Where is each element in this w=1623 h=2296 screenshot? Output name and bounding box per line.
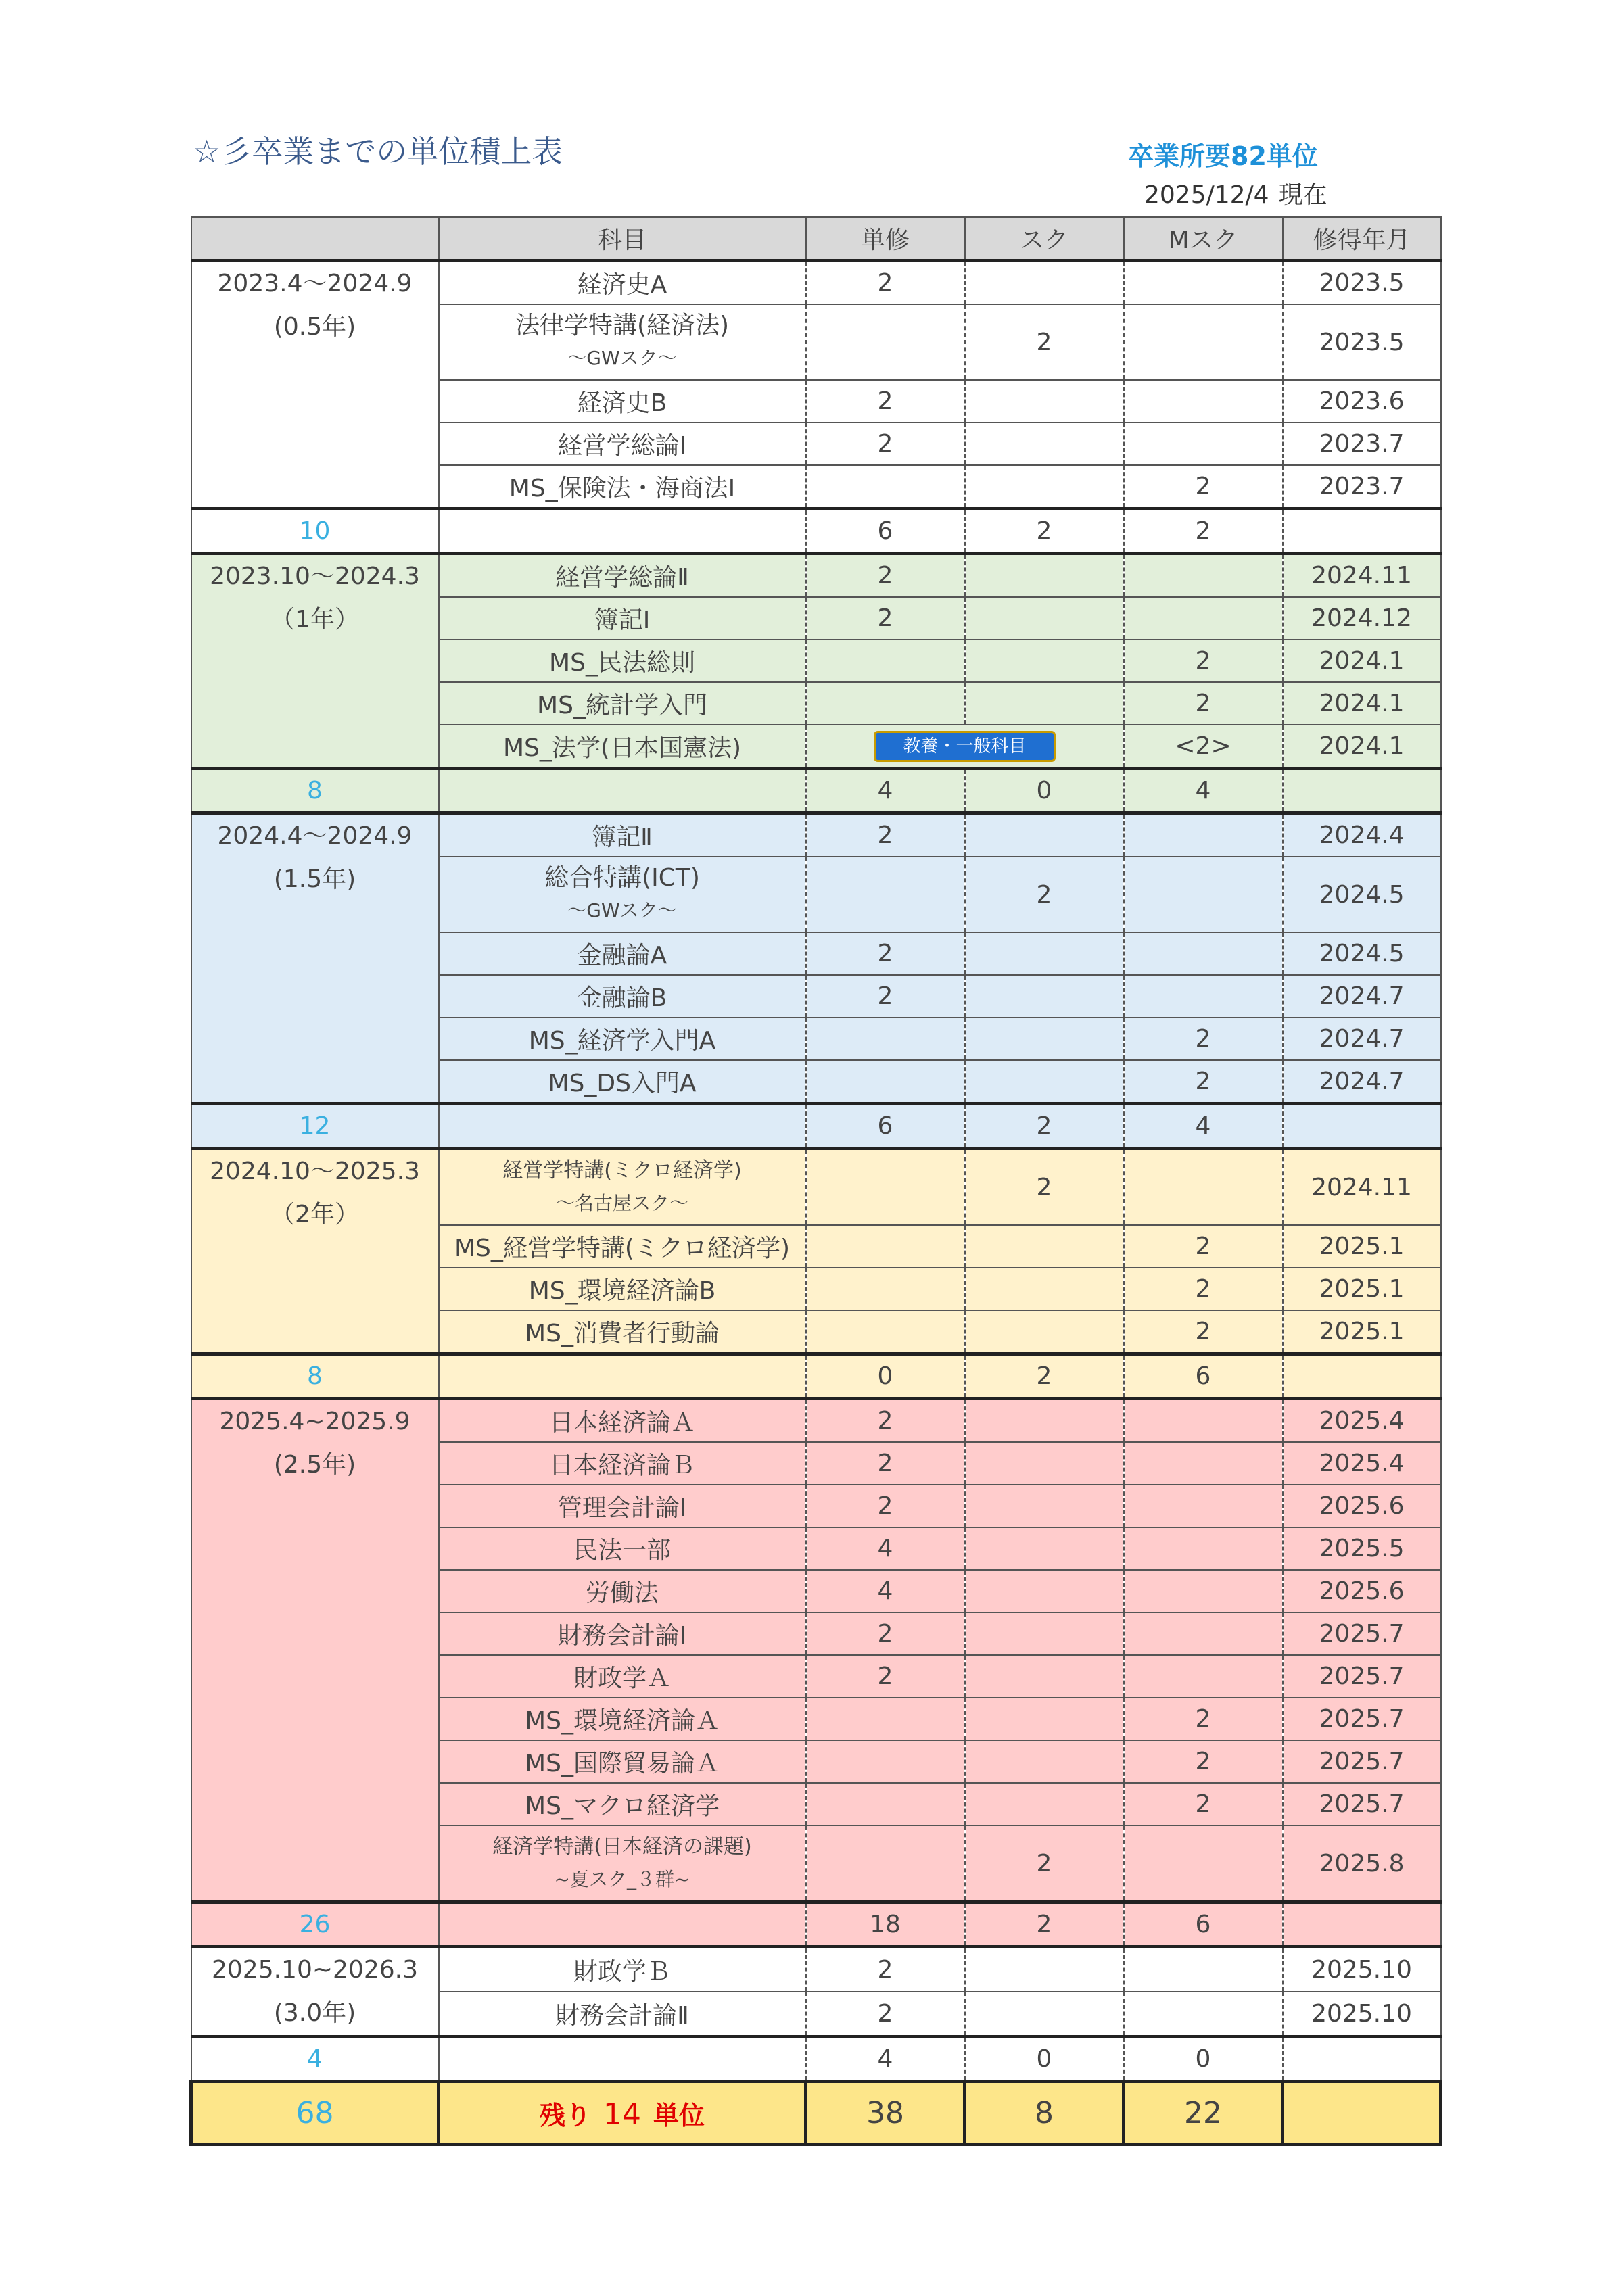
subtotal-msuku: 2: [1124, 509, 1283, 554]
tanshu-cell: 2: [806, 1442, 965, 1485]
subject-cell: 日本経済論Ｂ: [439, 1442, 806, 1485]
subtotal-msuku: 4: [1124, 1104, 1283, 1149]
period-subtotal-row: [191, 769, 1441, 813]
date-cell: 2023.5: [1283, 261, 1441, 305]
suku-cell: [965, 1570, 1124, 1612]
suku-cell: [965, 597, 1124, 640]
tanshu-cell: 2: [806, 1612, 965, 1655]
subject-row: [191, 554, 1441, 598]
subtotal-blank: [439, 1903, 806, 1947]
subject-cell: 財政学Ｂ: [439, 1947, 806, 1992]
header-cell-date: 修得年月: [1283, 217, 1441, 261]
subtotal-blank: [439, 2037, 806, 2082]
msuku-cell: 2: [1124, 1783, 1283, 1825]
tanshu-cell: 2: [806, 975, 965, 1018]
subject-cell: 経営学総論Ⅱ: [439, 554, 806, 598]
category-tag: 教養・一般科目: [874, 731, 1055, 762]
total-msuku: 22: [1124, 2082, 1283, 2145]
date-cell: 2025.7: [1283, 1655, 1441, 1698]
tanshu-cell: 2: [806, 1399, 965, 1443]
subject-cell: MS_法学(日本国憲法): [439, 725, 806, 769]
subject-cell: 経済史A: [439, 261, 806, 305]
period-range: 2023.4～2024.9: [217, 270, 413, 297]
tanshu-cell: [806, 1825, 965, 1903]
subject-cell: 金融論A: [439, 932, 806, 975]
header-cell-msuku: Mスク: [1124, 217, 1283, 261]
subject-cell: MS_国際貿易論Ａ: [439, 1740, 806, 1783]
date-cell: 2024.1: [1283, 725, 1441, 769]
suku-cell: [965, 1018, 1124, 1060]
header-cell-period: [191, 217, 439, 261]
suku-cell: [965, 1485, 1124, 1527]
subject-with-note: [442, 862, 803, 927]
subject-cell: MS_経営学特講(ミクロ経済学): [439, 1225, 806, 1268]
suku-cell: [965, 261, 1124, 305]
period-range: 2023.10～2024.3: [210, 563, 420, 590]
subtotal-suku: 2: [965, 509, 1124, 554]
tanshu-cell: [806, 640, 965, 682]
subtotal-blank: [1283, 769, 1441, 813]
suku-cell: [965, 380, 1124, 423]
total-blank: [1283, 2082, 1441, 2145]
subject-cell: [439, 1149, 806, 1226]
period-year: (3.0年): [273, 1999, 356, 2027]
msuku-cell: [1124, 597, 1283, 640]
msuku-cell: [1124, 1399, 1283, 1443]
date-cell: 2024.4: [1283, 813, 1441, 857]
msuku-cell: 2: [1124, 1740, 1283, 1783]
schooling-note: ～GWスク～: [567, 899, 677, 922]
subtotal-blank: [1283, 1104, 1441, 1149]
tanshu-cell: 2: [806, 932, 965, 975]
subtotal-msuku: 4: [1124, 769, 1283, 813]
date-cell: 2024.11: [1283, 554, 1441, 598]
subtotal-tanshu: 18: [806, 1903, 965, 1947]
period-cell: [191, 554, 439, 769]
msuku-cell: [1124, 1149, 1283, 1226]
date-cell: 2025.7: [1283, 1698, 1441, 1740]
suku-cell: [965, 1947, 1124, 1992]
suku-cell: 2: [965, 857, 1124, 932]
suku-cell: [965, 1992, 1124, 2037]
msuku-cell: 2: [1124, 465, 1283, 509]
subtotal-tanshu: 0: [806, 1354, 965, 1399]
subject-row: [191, 1399, 1441, 1443]
tanshu-cell: [806, 1149, 965, 1226]
suku-cell: [965, 1527, 1124, 1570]
date-cell: 2025.1: [1283, 1225, 1441, 1268]
msuku-cell: [1124, 1825, 1283, 1903]
date-cell: 2025.10: [1283, 1947, 1441, 1992]
msuku-cell: [1124, 423, 1283, 465]
date-cell: 2025.1: [1283, 1268, 1441, 1310]
msuku-cell: 2: [1124, 1268, 1283, 1310]
date-cell: 2025.8: [1283, 1825, 1441, 1903]
subject-name: 経済学特講(日本経済の課題): [492, 1835, 752, 1859]
subject-cell: 管理会計論Ⅰ: [439, 1485, 806, 1527]
subject-row: [191, 813, 1441, 857]
period-range: 2024.10～2025.3: [210, 1157, 420, 1185]
grand-total-row: [191, 2082, 1441, 2145]
period-year: (0.5年): [273, 313, 356, 341]
subject-cell: 金融論B: [439, 975, 806, 1018]
msuku-cell: 2: [1124, 1225, 1283, 1268]
tanshu-cell: 4: [806, 1527, 965, 1570]
date-cell: 2024.7: [1283, 1060, 1441, 1104]
subject-cell: MS_民法総則: [439, 640, 806, 682]
tanshu-cell: [806, 1740, 965, 1783]
msuku-cell: [1124, 554, 1283, 598]
date-cell: 2023.5: [1283, 304, 1441, 380]
subject-cell: 日本経済論Ａ: [439, 1399, 806, 1443]
remaining-number: 14: [603, 2097, 641, 2132]
subtotal-blank: [1283, 2037, 1441, 2082]
tanshu-cell: [806, 1018, 965, 1060]
subtotal-tanshu: 4: [806, 2037, 965, 2082]
header-cell-suku: スク: [965, 217, 1124, 261]
tanshu-cell: [806, 1225, 965, 1268]
subject-cell: MS_環境経済論Ａ: [439, 1698, 806, 1740]
subject-cell: [439, 1825, 806, 1903]
subject-cell: 簿記Ⅰ: [439, 597, 806, 640]
msuku-cell: [1124, 380, 1283, 423]
subject-cell: 簿記Ⅱ: [439, 813, 806, 857]
date-cell: 2025.4: [1283, 1442, 1441, 1485]
suku-cell: [965, 1310, 1124, 1354]
subtotal-msuku: 0: [1124, 2037, 1283, 2082]
date-cell: 2025.6: [1283, 1485, 1441, 1527]
tanshu-cell: 2: [806, 1947, 965, 1992]
page-title: ☆彡卒業までの単位積上表: [193, 133, 563, 170]
suku-cell: 2: [965, 304, 1124, 380]
date-cell: 2024.1: [1283, 640, 1441, 682]
msuku-cell: [1124, 813, 1283, 857]
header-cell-tanshu: 単修: [806, 217, 965, 261]
period-range: 2025.10~2026.3: [212, 1956, 418, 1984]
subject-cell: MS_環境経済論B: [439, 1268, 806, 1310]
msuku-cell: [1124, 1655, 1283, 1698]
subject-cell: [439, 304, 806, 380]
msuku-cell: 2: [1124, 640, 1283, 682]
msuku-cell: <2>: [1124, 725, 1283, 769]
date-cell: 2025.4: [1283, 1399, 1441, 1443]
suku-cell: [965, 975, 1124, 1018]
msuku-cell: 2: [1124, 682, 1283, 725]
subtotal-blank: [439, 509, 806, 554]
subtotal-blank: [439, 1354, 806, 1399]
subject-cell: MS_消費者行動論: [439, 1310, 806, 1354]
period-subtotal-row: [191, 1354, 1441, 1399]
date-cell: 2024.5: [1283, 857, 1441, 932]
suku-cell: 2: [965, 1825, 1124, 1903]
tanshu-cell: 2: [806, 1655, 965, 1698]
subtotal-msuku: 6: [1124, 1354, 1283, 1399]
subject-cell: MS_経済学入門A: [439, 1018, 806, 1060]
subject-cell: 経済史B: [439, 380, 806, 423]
date-cell: 2023.7: [1283, 465, 1441, 509]
suku-cell: [965, 423, 1124, 465]
suku-cell: [965, 1612, 1124, 1655]
graduation-requirement: 卒業所要82単位: [1128, 141, 1318, 171]
tanshu-cell: 2: [806, 813, 965, 857]
subject-cell: MS_保険法・海商法Ⅰ: [439, 465, 806, 509]
subtotal-suku: 2: [965, 1354, 1124, 1399]
msuku-cell: 2: [1124, 1018, 1283, 1060]
suku-cell: [965, 1783, 1124, 1825]
tanshu-cell: [806, 1060, 965, 1104]
date-cell: 2025.6: [1283, 1570, 1441, 1612]
suku-cell: [965, 1442, 1124, 1485]
period-range: 2024.4～2024.9: [217, 822, 413, 850]
subject-cell: 民法一部: [439, 1527, 806, 1570]
period-subtotal-row: [191, 2037, 1441, 2082]
period-subtotal-row: [191, 1903, 1441, 1947]
date-cell: 2023.7: [1283, 423, 1441, 465]
tanshu-cell: [806, 682, 965, 725]
subject-row: [191, 1149, 1441, 1226]
remaining-suffix: 単位: [653, 2100, 705, 2130]
tanshu-cell: 2: [806, 261, 965, 305]
period-cell: [191, 261, 439, 509]
msuku-cell: 2: [1124, 1310, 1283, 1354]
date-cell: 2024.12: [1283, 597, 1441, 640]
period-year: （2年）: [270, 1201, 359, 1228]
tanshu-cell: [806, 304, 965, 380]
tanshu-cell: [806, 1698, 965, 1740]
suku-cell: [965, 554, 1124, 598]
date-cell: 2025.1: [1283, 1310, 1441, 1354]
date-cell: 2024.5: [1283, 932, 1441, 975]
subtotal-credits: 8: [191, 769, 439, 813]
suku-cell: [965, 1740, 1124, 1783]
period-year: (1.5年): [273, 865, 356, 893]
period-cell: [191, 1149, 439, 1354]
subject-name: 法律学特講(経済法): [515, 312, 730, 339]
tanshu-cell: [806, 465, 965, 509]
date-cell: 2024.11: [1283, 1149, 1441, 1226]
period-cell: [191, 1399, 439, 1903]
date-cell: 2025.7: [1283, 1612, 1441, 1655]
msuku-cell: [1124, 857, 1283, 932]
period-subtotal-row: [191, 509, 1441, 554]
period-range: 2025.4~2025.9: [219, 1408, 410, 1435]
schooling-note: ~夏スク_３群~: [554, 1868, 690, 1890]
msuku-cell: [1124, 932, 1283, 975]
subject-cell: [439, 857, 806, 932]
subject-with-note: [442, 310, 803, 375]
suku-cell: [965, 682, 1124, 725]
date-cell: 2023.6: [1283, 380, 1441, 423]
subtotal-blank: [1283, 1903, 1441, 1947]
msuku-cell: [1124, 261, 1283, 305]
subject-with-note: [442, 1831, 803, 1896]
subtotal-blank: [1283, 509, 1441, 554]
period-subtotal-row: [191, 1104, 1441, 1149]
tanshu-cell: [806, 1783, 965, 1825]
date-cell: 2025.7: [1283, 1783, 1441, 1825]
subject-row: [191, 261, 1441, 305]
msuku-cell: [1124, 1570, 1283, 1612]
total-credits: 68: [191, 2082, 439, 2145]
as-of-label: 現在: [1278, 181, 1327, 209]
period-year: （1年）: [270, 606, 359, 633]
subtotal-suku: 0: [965, 769, 1124, 813]
subtotal-blank: [1283, 1354, 1441, 1399]
tanshu-cell: 2: [806, 380, 965, 423]
tanshu-cell: 2: [806, 1992, 965, 2037]
suku-cell: [965, 1698, 1124, 1740]
schooling-note: ～名古屋スク～: [555, 1192, 688, 1214]
subject-with-note: [442, 1155, 803, 1220]
subtotal-tanshu: 6: [806, 1104, 965, 1149]
header-cell-subject: 科目: [439, 217, 806, 261]
suku-cell: [965, 640, 1124, 682]
msuku-cell: 2: [1124, 1698, 1283, 1740]
date-cell: 2025.5: [1283, 1527, 1441, 1570]
suku-cell: [965, 1655, 1124, 1698]
subject-cell: 財政学Ａ: [439, 1655, 806, 1698]
msuku-cell: 2: [1124, 1060, 1283, 1104]
date-cell: 2024.7: [1283, 975, 1441, 1018]
subtotal-suku: 2: [965, 1903, 1124, 1947]
period-year: (2.5年): [273, 1451, 356, 1479]
suku-cell: [965, 1399, 1124, 1443]
subject-cell: 労働法: [439, 1570, 806, 1612]
subject-cell: 財務会計論Ⅱ: [439, 1992, 806, 2037]
total-tanshu: 38: [806, 2082, 965, 2145]
subject-cell: MS_統計学入門: [439, 682, 806, 725]
suku-cell: [965, 1268, 1124, 1310]
as-of-date: [1144, 176, 1327, 210]
msuku-cell: [1124, 1485, 1283, 1527]
subject-name: 経営学特講(ミクロ経済学): [502, 1159, 742, 1182]
subject-cell: MS_DS入門A: [439, 1060, 806, 1104]
remaining-prefix: 残り: [539, 2100, 591, 2130]
tanshu-cell: 4: [806, 1570, 965, 1612]
msuku-cell: [1124, 304, 1283, 380]
tanshu-cell: 2: [806, 1485, 965, 1527]
subtotal-credits: 26: [191, 1903, 439, 1947]
schooling-note: ～GWスク～: [567, 347, 677, 369]
msuku-cell: [1124, 975, 1283, 1018]
tanshu-cell: 2: [806, 597, 965, 640]
tanshu-cell: 2: [806, 554, 965, 598]
msuku-cell: [1124, 1992, 1283, 2037]
suku-cell: [965, 932, 1124, 975]
tanshu-cell: [806, 1268, 965, 1310]
subtotal-tanshu: 4: [806, 769, 965, 813]
suku-cell: 2: [965, 1149, 1124, 1226]
subtotal-msuku: 6: [1124, 1903, 1283, 1947]
suku-cell: [965, 1060, 1124, 1104]
total-suku: 8: [965, 2082, 1124, 2145]
period-cell: [191, 1947, 439, 2037]
remaining-credits: [439, 2082, 806, 2145]
subject-cell: MS_マクロ経済学: [439, 1783, 806, 1825]
tanshu-cell: 2: [806, 423, 965, 465]
subject-name: 総合特講(ICT): [544, 864, 700, 892]
subject-cell: 経営学総論Ⅰ: [439, 423, 806, 465]
subject-row: [191, 1947, 1441, 1992]
subtotal-suku: 2: [965, 1104, 1124, 1149]
subtotal-credits: 10: [191, 509, 439, 554]
msuku-cell: [1124, 1947, 1283, 1992]
suku-cell: [965, 813, 1124, 857]
credit-table: [189, 216, 1442, 2146]
subtotal-credits: 8: [191, 1354, 439, 1399]
date-cell: 2024.7: [1283, 1018, 1441, 1060]
suku-cell: [965, 465, 1124, 509]
msuku-cell: [1124, 1442, 1283, 1485]
date-cell: 2025.7: [1283, 1740, 1441, 1783]
tanshu-cell: [806, 1310, 965, 1354]
category-tag-cell: [806, 725, 1124, 769]
subtotal-blank: [439, 1104, 806, 1149]
subtotal-credits: 12: [191, 1104, 439, 1149]
subtotal-tanshu: 6: [806, 509, 965, 554]
as-of-date-value: 2025/12/4: [1144, 181, 1269, 209]
subtotal-suku: 0: [965, 2037, 1124, 2082]
subtotal-blank: [439, 769, 806, 813]
subtotal-credits: 4: [191, 2037, 439, 2082]
subject-cell: 財務会計論Ⅰ: [439, 1612, 806, 1655]
header-row: [191, 217, 1441, 261]
date-cell: 2024.1: [1283, 682, 1441, 725]
tanshu-cell: [806, 857, 965, 932]
period-cell: [191, 813, 439, 1104]
msuku-cell: [1124, 1612, 1283, 1655]
suku-cell: [965, 1225, 1124, 1268]
msuku-cell: [1124, 1527, 1283, 1570]
date-cell: 2025.10: [1283, 1992, 1441, 2037]
